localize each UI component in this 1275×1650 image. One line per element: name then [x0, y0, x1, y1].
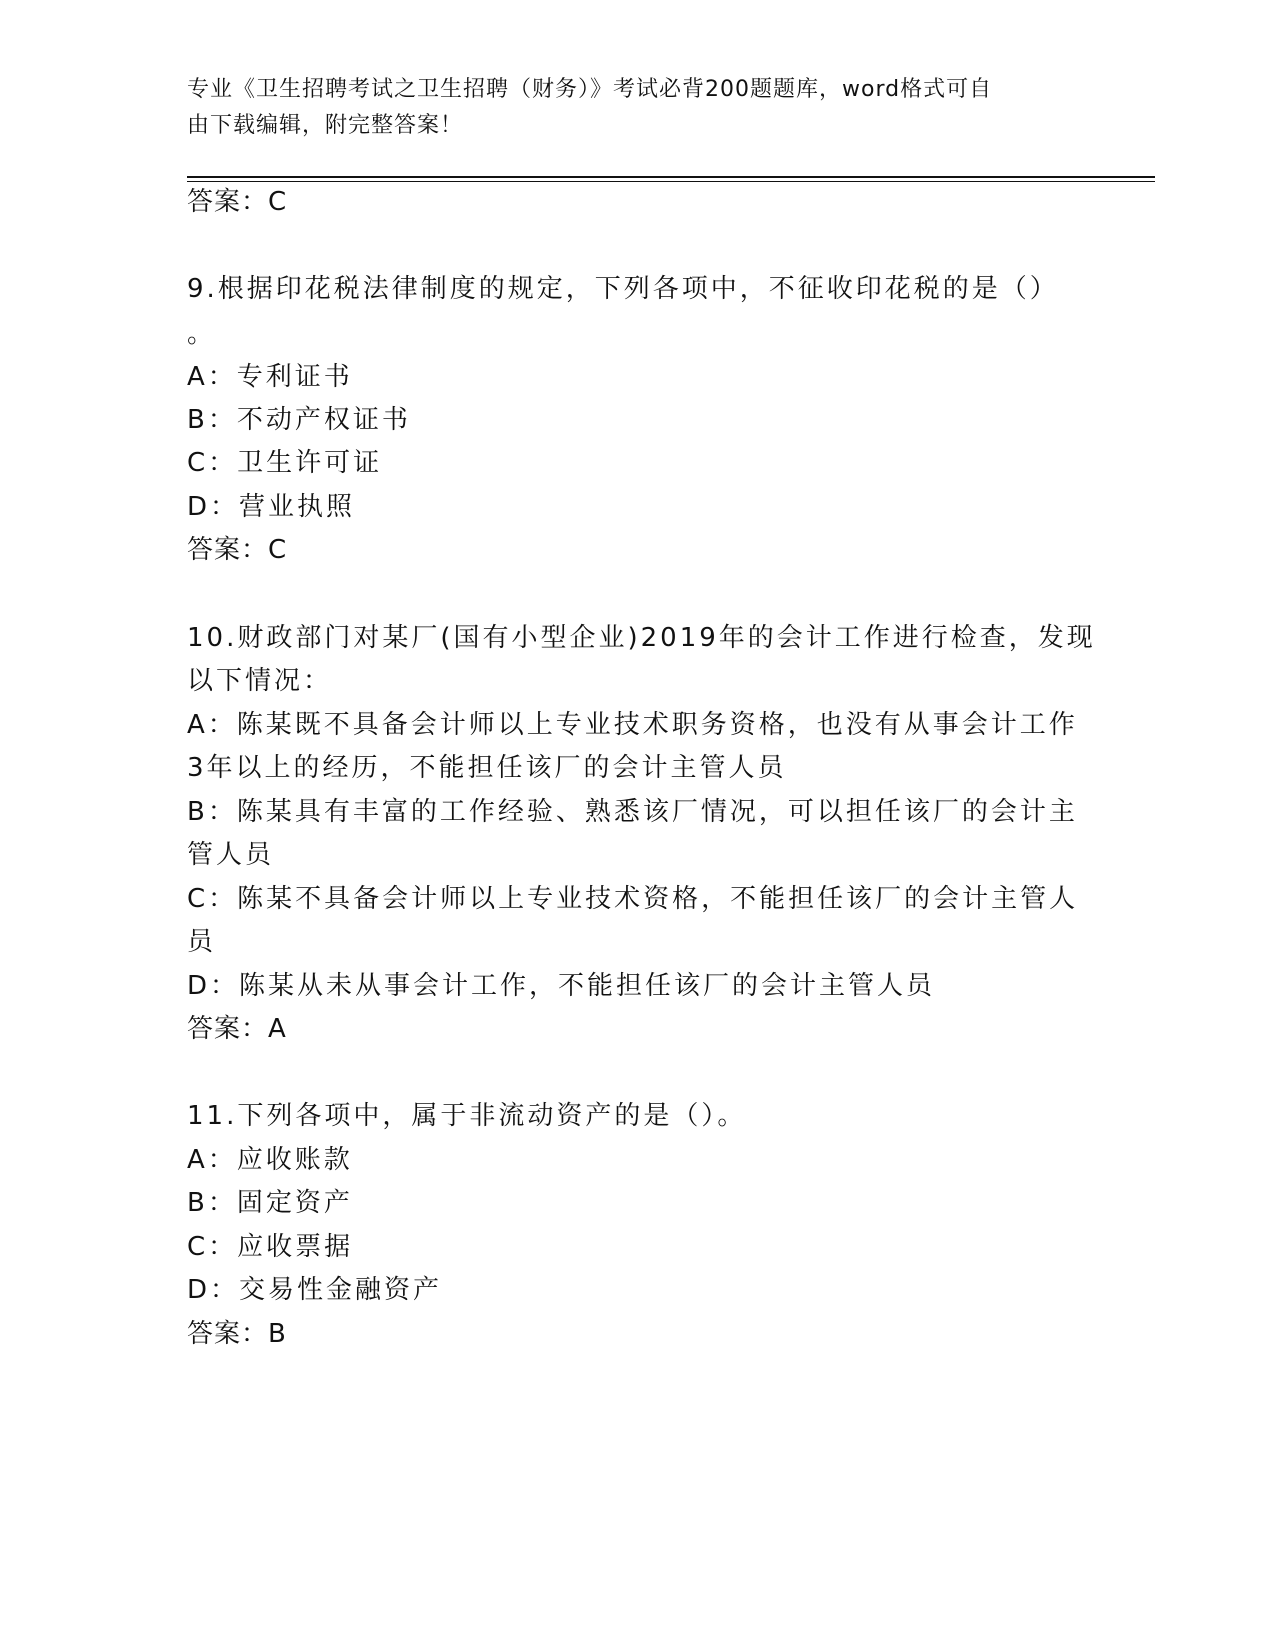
answer-line: 答案：C [187, 187, 288, 217]
answer-line: 答案：B [187, 1319, 287, 1349]
header-line-1: 专业《卫生招聘考试之卫生招聘（财务）》考试必背200题题库，word格式可自 [187, 77, 993, 102]
option-line: A：专利证书 [187, 362, 353, 392]
option-line: B：固定资产 [187, 1188, 353, 1218]
document-header [187, 72, 1067, 144]
option-line: D：交易性金融资产 [187, 1275, 443, 1305]
header-divider-thin [187, 181, 1155, 182]
option-line: C：卫生许可证 [187, 448, 383, 478]
option-line: C：应收票据 [187, 1232, 354, 1262]
option-line: A：应收账款 [187, 1145, 353, 1175]
question-stem-line: 9.根据印花税法律制度的规定，下列各项中，不征收印花税的是（） [187, 274, 1059, 304]
question-stem-line: 。 [187, 319, 217, 349]
option-line: 管人员 [187, 840, 275, 870]
header-divider-thick [187, 176, 1155, 178]
option-line: A：陈某既不具备会计师以上专业技术职务资格，也没有从事会计工作 [187, 710, 1078, 740]
option-line: 3年以上的经历，不能担任该厂的会计主管人员 [187, 753, 787, 783]
question-stem-line: 11.下列各项中，属于非流动资产的是（）。 [187, 1101, 747, 1131]
option-line: D：陈某从未从事会计工作，不能担任该厂的会计主管人员 [187, 971, 936, 1001]
answer-line: 答案：C [187, 535, 288, 565]
option-line: C：陈某不具备会计师以上专业技术资格，不能担任该厂的会计主管人 [187, 884, 1079, 914]
option-line: B：不动产权证书 [187, 405, 411, 435]
option-line: B：陈某具有丰富的工作经验、熟悉该厂情况，可以担任该厂的会计主 [187, 797, 1078, 827]
option-line: D：营业执照 [187, 492, 356, 522]
question-stem-line: 以下情况： [187, 666, 333, 696]
option-line: 员 [187, 927, 217, 957]
question-stem-line: 10.财政部门对某厂(国有小型企业)2019年的会计工作进行检查，发现 [187, 623, 1096, 653]
answer-line: 答案：A [187, 1014, 287, 1044]
header-line-2: 由下载编辑，附完整答案！ [187, 113, 464, 138]
